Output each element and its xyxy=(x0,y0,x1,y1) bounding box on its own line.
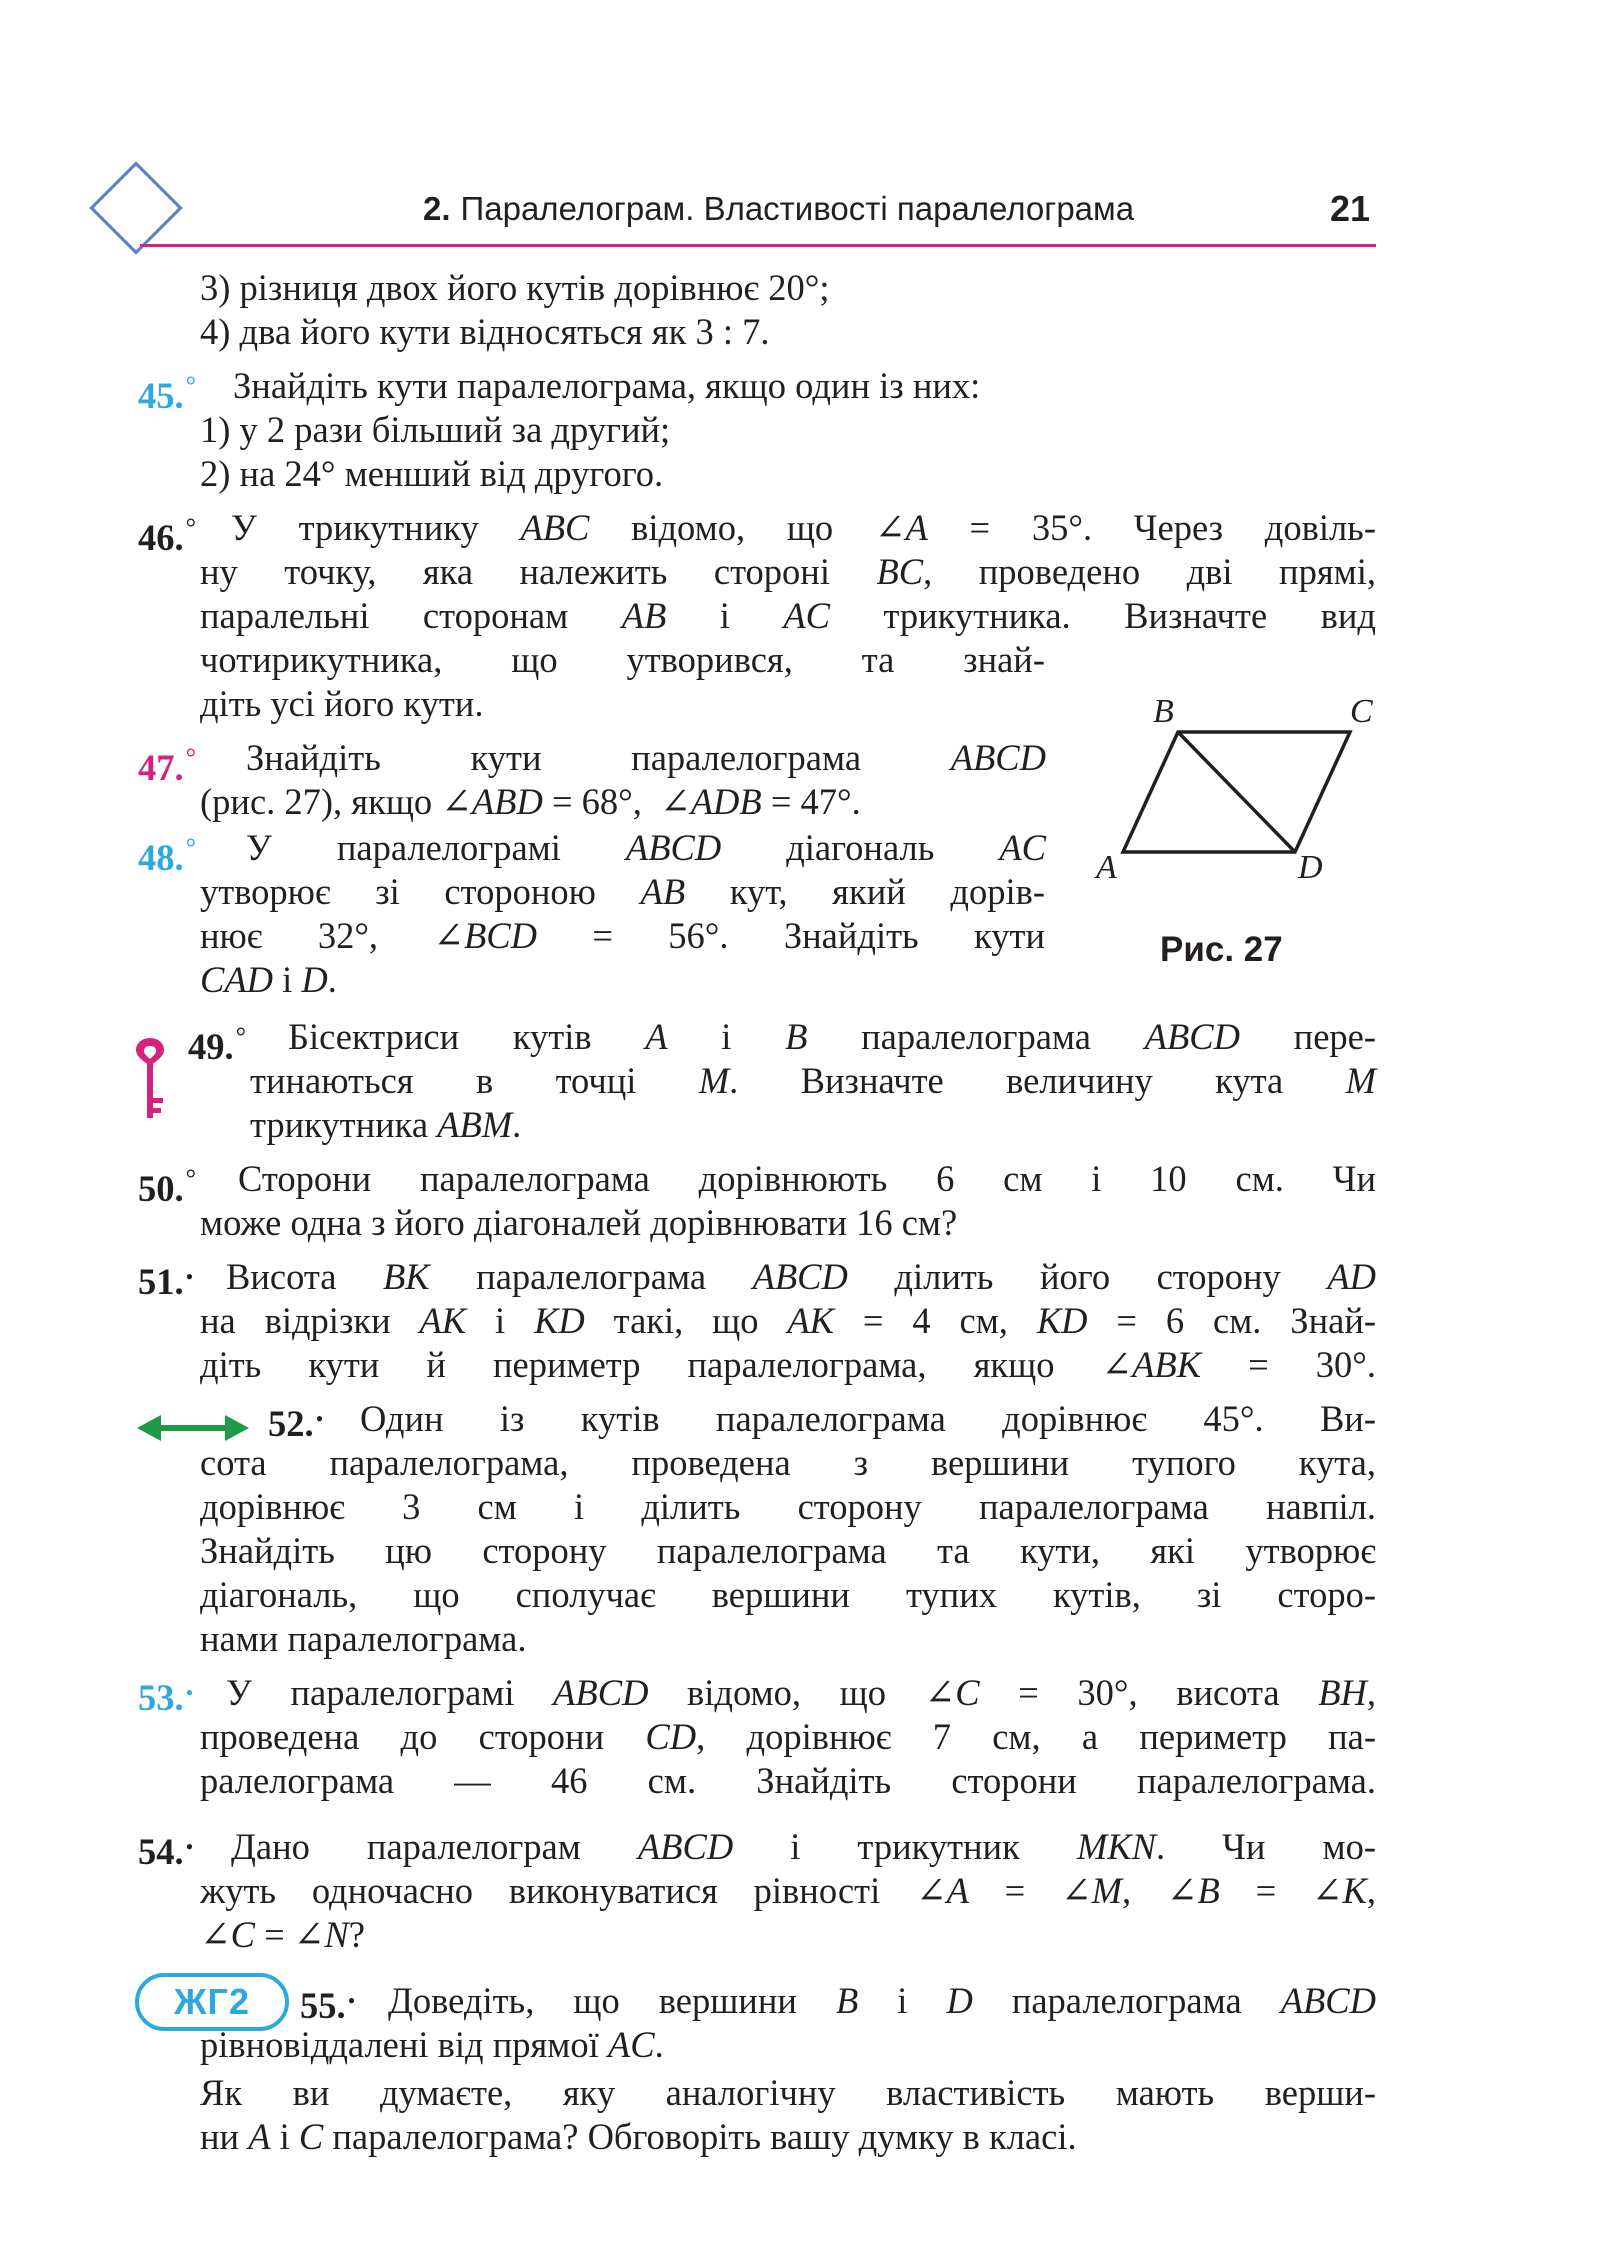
p50-line-2: може одна з його діагоналей дорівнювати 16 см? xyxy=(200,1202,958,1243)
p55-line-4: ни A і C паралелограма? Обговоріть вашу думку в класі. xyxy=(200,2116,1077,2157)
p47-line-2: (рис. 27), якщо ∠ABD = 68°, ∠ADB = 47°. xyxy=(200,781,861,822)
page-number: 21 xyxy=(1330,188,1371,229)
p47-line-1: Знайдіть кути паралелограма ABCD xyxy=(246,737,1046,778)
p49-line-1: Бісектриси кутів A і B паралелограма ABCD пере- xyxy=(288,1016,1376,1057)
chapter-number: 2. xyxy=(423,190,451,227)
p45-line-2: 1) у 2 рази більший за другий; xyxy=(200,409,671,450)
vertex-b-label: B xyxy=(1153,693,1174,730)
p54-line-2: жуть одночасно виконуватися рівності ∠A = ∠M, ∠B = ∠K, xyxy=(200,1870,1376,1911)
problem-52-number: 52.• xyxy=(268,1403,324,1444)
p55-line-2: рівновіддалені від прямої AC. xyxy=(200,2024,664,2065)
key-icon xyxy=(130,1032,170,1122)
p53-line-1: У паралелограмі ABCD відомо, що ∠C = 30°, висота BH, xyxy=(226,1672,1377,1713)
p45-line-3: 2) на 24° менший від другого. xyxy=(200,453,664,494)
chapter-heading xyxy=(423,190,1134,228)
p52-line-4: Знайдіть цю сторону паралелограма та кути, які утворює xyxy=(200,1530,1376,1571)
header-divider xyxy=(140,244,1376,247)
p54-line-3: ∠C = ∠N? xyxy=(200,1914,365,1955)
p51-line-3: діть кути й периметр паралелограма, якщо ∠ABK = 30°. xyxy=(200,1344,1376,1385)
page-header xyxy=(0,0,1600,260)
problem-54-number: 54.• xyxy=(138,1831,194,1872)
double-arrow-icon xyxy=(137,1413,249,1443)
problem-46-number: 46.° xyxy=(138,513,197,558)
p49-line-3: трикутника ABM. xyxy=(250,1104,522,1145)
p46-line-5: діть усі його кути. xyxy=(200,683,484,724)
p48-line-4: CAD і D. xyxy=(200,959,337,1000)
p48-line-1: У паралелограмі ABCD діагональ AC xyxy=(246,827,1047,868)
p53-line-3: ралелограма — 46 см. Знайдіть сторони паралелограма. xyxy=(200,1760,1376,1801)
problem-50-number: 50.° xyxy=(138,1164,197,1209)
p49-line-2: тинаються в точці M. Визначте величину кута M xyxy=(250,1060,1376,1101)
vertex-d-label: D xyxy=(1298,849,1323,886)
p44-line-3: 3) різниця двох його кутів дорівнює 20°; xyxy=(200,267,830,308)
p46-line-1: У трикутнику ABC відомо, що ∠A = 35°. Через довіль- xyxy=(231,507,1376,548)
zhg2-badge: ЖГ2 xyxy=(135,1973,289,2031)
figure-caption: Рис. 27 xyxy=(1160,930,1283,969)
diamond-icon xyxy=(89,161,182,254)
p44-line-4: 4) два його кути відносяться як 3 : 7. xyxy=(200,311,770,352)
p54-line-1: Дано паралелограм ABCD і трикутник MKN. Чи мо- xyxy=(231,1826,1376,1867)
p52-line-6: нами паралелограма. xyxy=(200,1618,527,1659)
problem-53-number: 53.• xyxy=(138,1677,194,1718)
problem-48-number: 48.° xyxy=(138,833,197,878)
p46-line-3: паралельні сторонам AB і AC трикутника. Визначте вид xyxy=(200,595,1376,636)
p46-line-4: чотирикутника, що утворився, та знай- xyxy=(200,639,1045,680)
p53-line-2: проведена до сторони CD, дорівнює 7 см, а периметр па- xyxy=(200,1716,1377,1757)
p55-line-1: Доведіть, що вершини B і D паралелограма ABCD xyxy=(388,1980,1376,2021)
p52-line-1: Один із кутів паралелограма дорівнює 45°. Ви- xyxy=(360,1398,1376,1439)
p48-line-2: утворює зі стороною AB кут, який дорів- xyxy=(200,871,1045,912)
p55-line-3: Як ви думаєте, яку аналогічну властивість мають верши- xyxy=(200,2072,1376,2113)
p50-line-1: Сторони паралелограма дорівнюють 6 см і 10 см. Чи xyxy=(238,1158,1376,1199)
vertex-a-label: A xyxy=(1096,849,1117,886)
p52-line-3: дорівнює 3 см і ділить сторону паралелограма навпіл. xyxy=(200,1486,1376,1527)
problem-51-number: 51.• xyxy=(138,1261,194,1302)
p51-line-1: Висота BK паралелограма ABCD ділить його сторону AD xyxy=(226,1256,1376,1297)
problem-55-number: 55.• xyxy=(300,1985,356,2026)
problem-47-number: 47.° xyxy=(138,743,197,788)
problem-45-number: 45.° xyxy=(138,371,197,416)
problem-49-number: 49.° xyxy=(188,1022,247,1067)
vertex-c-label: C xyxy=(1350,693,1373,730)
p48-line-3: нює 32°, ∠BCD = 56°. Знайдіть кути xyxy=(200,915,1045,956)
p51-line-2: на відрізки AK і KD такі, що AK = 4 см, KD = 6 см. Знай- xyxy=(200,1300,1377,1341)
p52-line-5: діагональ, що сполучає вершини тупих кутів, зі сторо- xyxy=(200,1574,1376,1615)
chapter-title: Паралелограм. Властивості паралелограма xyxy=(460,190,1135,227)
p46-line-2: ну точку, яка належить стороні BC, проведено дві прямі, xyxy=(200,551,1376,592)
p52-line-2: сота паралелограма, проведена з вершини тупого кута, xyxy=(200,1442,1376,1483)
p45-line-1: Знайдіть кути паралелограма, якщо один із них: xyxy=(233,365,981,406)
